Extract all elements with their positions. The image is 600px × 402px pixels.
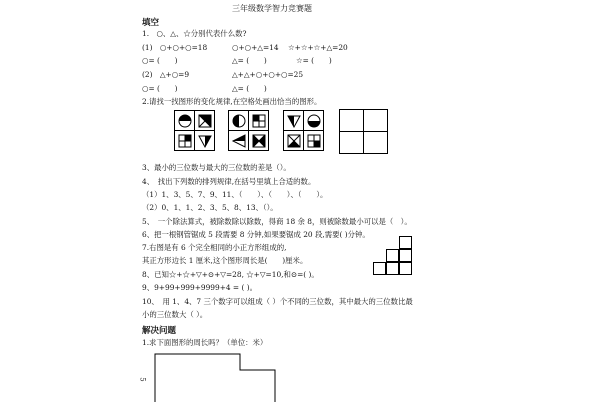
pattern-cell: [283, 110, 304, 131]
pattern-cell: [248, 110, 269, 131]
bowtie-square-icon: [284, 131, 305, 152]
q10-line2: 小的三位数大（ ）。: [142, 310, 208, 319]
pattern-cell: [303, 110, 324, 131]
pattern-cell: [194, 130, 215, 151]
bowtie-square-icon: [195, 111, 216, 132]
section-heading-problems: 解决问题: [142, 326, 177, 336]
q3: 3、最小的三位数与最大的三位数的差是（）。: [142, 163, 291, 172]
quarter-square-icon: [175, 131, 196, 152]
quarter-square-icon: [304, 131, 325, 152]
half-filled-circle-icon: [175, 111, 196, 132]
dimension-label-5: 5: [138, 377, 147, 382]
q1-stem: 1. ○、△、☆分别代表什么数?: [142, 29, 247, 38]
pattern-cell: [174, 130, 195, 151]
pattern-cell: [303, 130, 324, 151]
pattern-cell: [228, 110, 249, 131]
q4-line1: （1）1、3、5、7、9、11、（ ）、（ ）、（ ）。: [142, 190, 328, 199]
quarter-square-icon: [249, 111, 270, 132]
q2-stem: 2.请找一找图形的变化规律,在空格处画出恰当的图形。: [142, 97, 322, 106]
half-filled-circle-icon: [229, 111, 250, 132]
section-heading-fill-blank: 填空: [142, 18, 160, 28]
q8: 8、已知☆+☆+▽+⊙+▽=28, ☆+▽=10,和⊙=( )。: [142, 270, 319, 279]
q1-line3b: △+△+○+○+○=25: [232, 70, 304, 79]
pattern-cell: [194, 110, 215, 131]
q9: 9、9+99+999+9999+4 = ( )。: [142, 283, 257, 292]
problem1-stem: 1.求下面图形的周长吗？（单位：米）: [142, 338, 268, 347]
triangle-half-icon: [284, 111, 305, 132]
pattern-cell: [174, 110, 195, 131]
q1-line1c: ☆+☆+☆+△=20: [288, 43, 348, 52]
q4-line2: （2）0、1、1、2、3、5、8、13、（）。: [142, 203, 278, 212]
q1-line1a: (1) ○+○+○=18: [142, 43, 208, 52]
half-filled-circle-icon: [304, 111, 325, 132]
triangle-half-icon: [229, 131, 250, 152]
q1-line3a: (2) △+○=9: [142, 70, 190, 79]
q1-line4a: ○= ( ): [142, 84, 178, 93]
page-title: 三年级数学智力竞赛题: [232, 4, 312, 13]
pattern-cell: [228, 130, 249, 151]
q4-stem: 4、 找出下列数的排列规律,在括号里填上合适的数。: [142, 177, 316, 186]
triangle-half-icon: [195, 131, 216, 152]
bowtie-square-icon: [249, 131, 270, 152]
pattern-cell: [283, 130, 304, 151]
q1-line2a: ○= ( ): [142, 56, 178, 65]
q1-line2c: ☆= ( ): [296, 56, 332, 65]
q5: 5、 一个除法算式，被除数除以除数，得商 18 余 8，则被除数最小可以是（ ）。: [142, 217, 412, 226]
perimeter-figure: [155, 352, 285, 402]
q6: 6、把一根钢管锯成 5 段需要 8 分钟,如果要锯成 20 段,需要( )分钟。: [142, 230, 370, 239]
q1-line1b: ○+○+△=14: [232, 43, 279, 52]
q7-line1: 7.右图是有 6 个完全相同的小正方形组成的,: [142, 243, 287, 252]
q1-line2b: △= ( ): [232, 56, 267, 65]
q10-line1: 10、 用 1、4、7 三个数字可以组成（ ）个不同的三位数，其中最大的三位数比最: [142, 297, 413, 306]
q1-line4b: △= ( ): [232, 84, 267, 93]
q7-line2: 其正方形边长 1 厘米,这个图形周长是( )厘米。: [142, 256, 308, 265]
pattern-cell: [248, 130, 269, 151]
